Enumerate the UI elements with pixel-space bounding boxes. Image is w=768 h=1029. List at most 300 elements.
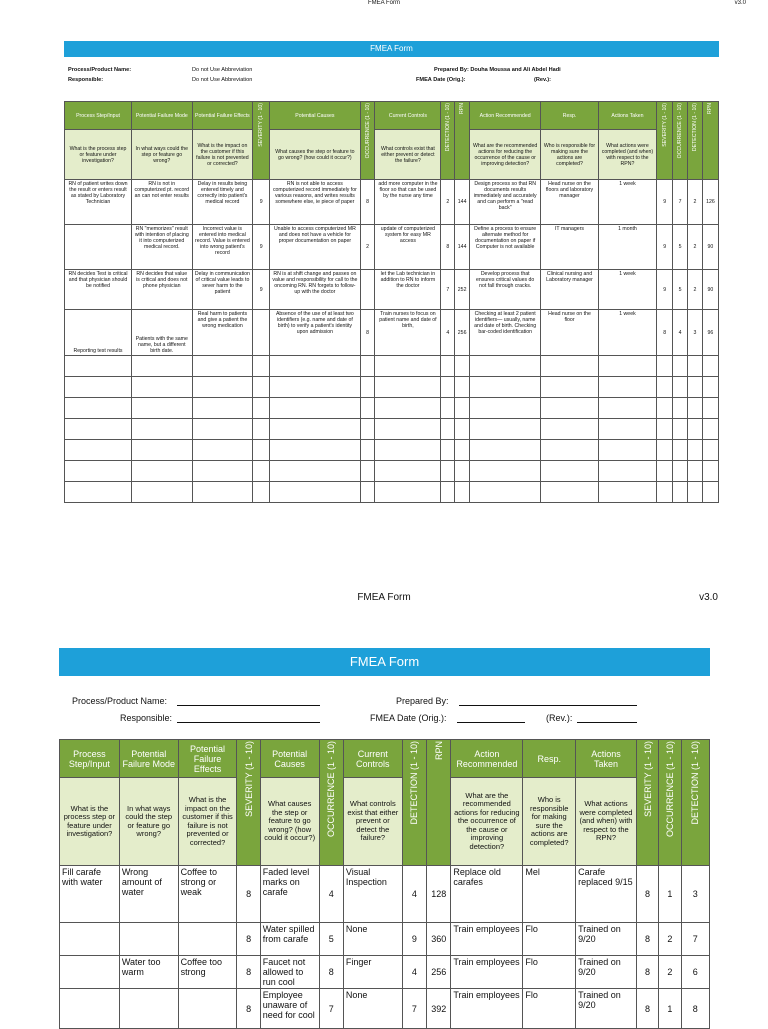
f2-cell[interactable]: 8 bbox=[237, 866, 260, 923]
form2-prepared-field[interactable] bbox=[459, 696, 637, 706]
form1-table bbox=[64, 101, 719, 503]
empty-cell[interactable] bbox=[702, 356, 718, 377]
f1-cell[interactable]: let the Lab technician in addition to RN to inform the doctor bbox=[375, 270, 441, 310]
empty-cell[interactable] bbox=[375, 398, 441, 419]
f2-question-effect: What is the impact on the customer if this failure is not prevented or corrected? bbox=[178, 778, 237, 866]
f1-cell[interactable]: 7 bbox=[673, 180, 688, 225]
empty-cell[interactable] bbox=[673, 398, 688, 419]
empty-cell[interactable] bbox=[270, 377, 360, 398]
empty-cell[interactable] bbox=[657, 356, 673, 377]
f2-cell[interactable]: Carafe replaced 9/15 bbox=[576, 866, 637, 923]
f1-cell[interactable]: IT managers bbox=[541, 225, 598, 270]
empty-cell[interactable] bbox=[702, 377, 718, 398]
page2-version: v3.0 bbox=[699, 592, 718, 603]
f2-header-rpn: RPN bbox=[433, 741, 444, 761]
empty-cell[interactable] bbox=[253, 482, 270, 503]
f2-header-action: Action Recommended bbox=[451, 740, 523, 778]
f2-cell[interactable]: Faucet not allowed to run cool bbox=[260, 956, 319, 989]
f1-cell[interactable]: Train nurses to focus on patient name and date of birth, bbox=[375, 310, 441, 356]
f2-cell[interactable] bbox=[178, 989, 237, 1029]
empty-cell[interactable] bbox=[270, 482, 360, 503]
empty-cell[interactable] bbox=[455, 482, 470, 503]
empty-cell[interactable] bbox=[470, 419, 541, 440]
f2-cell[interactable]: 8 bbox=[237, 923, 260, 956]
f1-cell[interactable]: 2 bbox=[688, 270, 703, 310]
f2-cell[interactable]: Train employees bbox=[451, 956, 523, 989]
form2-responsible-field[interactable] bbox=[177, 713, 320, 723]
empty-cell[interactable] bbox=[541, 398, 598, 419]
form1-prepared-label[interactable]: Prepared By: Douha Moussa and Ali Abdel Hadi bbox=[434, 67, 561, 73]
f1-cell[interactable]: RN of patient writes down the result or enters result as stated by Laboratory Technician bbox=[65, 180, 132, 225]
f2-cell[interactable]: Faded level marks on carafe bbox=[260, 866, 319, 923]
f2-cell[interactable]: 8 bbox=[681, 989, 710, 1029]
empty-cell[interactable] bbox=[688, 377, 703, 398]
empty-cell[interactable] bbox=[270, 419, 360, 440]
f1-cell[interactable]: 8 bbox=[360, 310, 375, 356]
f1-cell[interactable]: add more computer in the floor so that can be used by the nurse any time bbox=[375, 180, 441, 225]
f1-header-severity: SEVERITY (1 - 10) bbox=[258, 103, 265, 147]
f2-cell[interactable]: None bbox=[343, 989, 402, 1029]
empty-cell[interactable] bbox=[192, 482, 253, 503]
table-row bbox=[65, 482, 719, 503]
empty-cell[interactable] bbox=[598, 461, 656, 482]
empty-cell[interactable] bbox=[131, 440, 192, 461]
empty-cell[interactable] bbox=[673, 440, 688, 461]
empty-cell[interactable] bbox=[253, 419, 270, 440]
f1-cell[interactable]: 7 bbox=[441, 270, 455, 310]
empty-cell[interactable] bbox=[270, 440, 360, 461]
empty-cell[interactable] bbox=[598, 398, 656, 419]
f2-cell[interactable]: 2 bbox=[659, 956, 681, 989]
f2-header-detection: DETECTION (1 - 10) bbox=[409, 741, 420, 825]
f1-cell[interactable]: 9 bbox=[657, 225, 673, 270]
f1-header-resp: Resp. bbox=[541, 102, 598, 130]
empty-cell[interactable] bbox=[270, 461, 360, 482]
f1-cell[interactable]: 2 bbox=[688, 225, 703, 270]
f1-cell[interactable]: 252 bbox=[455, 270, 470, 310]
empty-cell[interactable] bbox=[253, 356, 270, 377]
f1-cell[interactable]: 9 bbox=[253, 270, 270, 310]
empty-cell[interactable] bbox=[673, 356, 688, 377]
empty-cell[interactable] bbox=[673, 377, 688, 398]
form2-responsible-label: Responsible: bbox=[120, 713, 173, 723]
table-row bbox=[65, 398, 719, 419]
table-row bbox=[65, 180, 719, 225]
f1-cell[interactable]: RN is at shift change and passes on value and responsibility for call to the oncoming RN. RN forgets to follow-up with the doctor bbox=[270, 270, 360, 310]
f1-cell[interactable]: Delay in results being entered timely and correctly into patient's medical record bbox=[192, 180, 253, 225]
empty-cell[interactable] bbox=[65, 461, 132, 482]
empty-cell[interactable] bbox=[598, 377, 656, 398]
f2-cell[interactable]: 256 bbox=[427, 956, 451, 989]
f2-cell[interactable]: Replace old carafes bbox=[451, 866, 523, 923]
f1-cell[interactable]: 144 bbox=[455, 180, 470, 225]
f2-cell[interactable]: 7 bbox=[681, 923, 710, 956]
f1-cell[interactable]: 1 week bbox=[598, 310, 656, 356]
f1-cell[interactable]: 2 bbox=[441, 180, 455, 225]
empty-cell[interactable] bbox=[657, 440, 673, 461]
empty-cell[interactable] bbox=[673, 482, 688, 503]
empty-cell[interactable] bbox=[441, 377, 455, 398]
f1-cell[interactable]: 8 bbox=[360, 180, 375, 225]
form1-rev-label[interactable]: (Rev.): bbox=[534, 77, 551, 83]
empty-cell[interactable] bbox=[702, 440, 718, 461]
empty-cell[interactable] bbox=[375, 440, 441, 461]
f2-cell[interactable] bbox=[178, 923, 237, 956]
f1-header-occurrence2: OCCURRENCE (1 - 10) bbox=[677, 103, 684, 159]
empty-cell[interactable] bbox=[598, 440, 656, 461]
f1-cell[interactable]: 1 week bbox=[598, 180, 656, 225]
empty-cell[interactable] bbox=[470, 377, 541, 398]
f1-cell[interactable]: RN "memorizes" result with intention of placing it into computerized medical record. bbox=[131, 225, 192, 270]
f2-header-severity2: SEVERITY (1 - 10) bbox=[642, 741, 653, 817]
f1-cell[interactable]: 9 bbox=[253, 180, 270, 225]
f2-cell[interactable]: 5 bbox=[319, 923, 343, 956]
f1-cell[interactable]: 3 bbox=[688, 310, 703, 356]
empty-cell[interactable] bbox=[688, 440, 703, 461]
f1-cell[interactable]: Reporting test results bbox=[65, 310, 132, 356]
f2-header-failure-effects: Potential Failure Effects bbox=[178, 740, 237, 778]
f2-cell[interactable]: Flo bbox=[523, 989, 576, 1029]
empty-cell[interactable] bbox=[192, 356, 253, 377]
empty-cell[interactable] bbox=[192, 461, 253, 482]
f2-cell[interactable]: Mel bbox=[523, 866, 576, 923]
empty-cell[interactable] bbox=[702, 461, 718, 482]
empty-cell[interactable] bbox=[360, 419, 375, 440]
f1-header-controls: Current Controls bbox=[375, 102, 441, 130]
f1-cell[interactable]: Absence of the use of at least two identifiers (e.g. name and date of birth) to verify a patient's identity upon admission bbox=[270, 310, 360, 356]
empty-cell[interactable] bbox=[360, 482, 375, 503]
page1-version: v3.0 bbox=[734, 0, 746, 6]
empty-cell[interactable] bbox=[455, 377, 470, 398]
empty-cell[interactable] bbox=[541, 461, 598, 482]
f2-cell[interactable] bbox=[60, 923, 120, 956]
f1-cell[interactable]: Clinical nursing and Laboratory manager bbox=[541, 270, 598, 310]
empty-cell[interactable] bbox=[541, 440, 598, 461]
f1-header-action: Action Recommended bbox=[470, 102, 541, 130]
f1-header-detection: DETECTION (1 - 10) bbox=[444, 103, 451, 152]
f2-cell[interactable]: 7 bbox=[402, 989, 426, 1029]
f1-cell[interactable]: 90 bbox=[702, 225, 718, 270]
f1-cell[interactable]: 1 week bbox=[598, 270, 656, 310]
f2-cell[interactable]: Train employees bbox=[451, 989, 523, 1029]
empty-cell[interactable] bbox=[455, 419, 470, 440]
f1-cell[interactable]: 8 bbox=[657, 310, 673, 356]
page1-header bbox=[0, 0, 768, 14]
empty-cell[interactable] bbox=[688, 356, 703, 377]
f2-cell[interactable]: 1 bbox=[659, 866, 681, 923]
form2-process-field[interactable] bbox=[177, 696, 320, 706]
f2-header-detection2: DETECTION (1 - 10) bbox=[690, 741, 701, 825]
f1-cell[interactable]: Real harm to patients and give a patient the wrong medication bbox=[192, 310, 253, 356]
page2-title: FMEA Form bbox=[357, 592, 411, 603]
f2-header-resp: Resp. bbox=[523, 740, 576, 778]
f1-question-mode: In what ways could the step or feature go wrong? bbox=[131, 130, 192, 180]
f2-cell[interactable] bbox=[60, 989, 120, 1029]
f1-cell[interactable]: Develop process that ensures critical values do not fall through cracks. bbox=[470, 270, 541, 310]
empty-cell[interactable] bbox=[270, 356, 360, 377]
f1-cell[interactable]: Unable to access computerized MR and does not have a vehicle for proper documentation on paper bbox=[270, 225, 360, 270]
f1-question-control: What controls exist that either prevent or detect the failure? bbox=[375, 130, 441, 180]
f1-header-failure-mode: Potential Failure Mode bbox=[131, 102, 192, 130]
f1-cell[interactable]: 9 bbox=[657, 270, 673, 310]
f2-cell[interactable]: 8 bbox=[636, 866, 658, 923]
empty-cell[interactable] bbox=[657, 398, 673, 419]
f1-cell[interactable]: update of computerized system for easy MR access bbox=[375, 225, 441, 270]
form2-process-label: Process/Product Name: bbox=[72, 696, 168, 706]
f1-cell[interactable]: RN is not in computerized pt. record an can not enter results bbox=[131, 180, 192, 225]
f2-cell[interactable]: 4 bbox=[319, 866, 343, 923]
f2-cell[interactable]: Wrong amount of water bbox=[119, 866, 178, 923]
empty-cell[interactable] bbox=[360, 461, 375, 482]
form1-responsible-value[interactable]: Do not Use Abbreviation bbox=[192, 77, 253, 83]
f2-cell[interactable]: Trained on 9/20 bbox=[576, 989, 637, 1029]
f1-cell[interactable]: 126 bbox=[702, 180, 718, 225]
f2-cell[interactable] bbox=[119, 989, 178, 1029]
table-row bbox=[65, 225, 719, 270]
f1-cell[interactable]: Head nurse on the floors and laboratory manager bbox=[541, 180, 598, 225]
form2-title-band: FMEA Form bbox=[59, 648, 710, 676]
empty-cell[interactable] bbox=[65, 440, 132, 461]
empty-cell[interactable] bbox=[673, 419, 688, 440]
empty-cell[interactable] bbox=[455, 398, 470, 419]
f2-cell[interactable]: 8 bbox=[636, 956, 658, 989]
empty-cell[interactable] bbox=[65, 419, 132, 440]
f1-cell[interactable]: Define a process to ensure alternate method for documentation on paper if Computer is not available bbox=[470, 225, 541, 270]
empty-cell[interactable] bbox=[688, 482, 703, 503]
empty-cell[interactable] bbox=[253, 398, 270, 419]
empty-cell[interactable] bbox=[541, 377, 598, 398]
form2-rev-field[interactable] bbox=[577, 713, 637, 723]
f1-cell[interactable]: 8 bbox=[441, 225, 455, 270]
f2-cell[interactable]: 360 bbox=[427, 923, 451, 956]
empty-cell[interactable] bbox=[541, 356, 598, 377]
empty-cell[interactable] bbox=[360, 398, 375, 419]
form2-date-label: FMEA Date (Orig.): bbox=[370, 713, 447, 723]
empty-cell[interactable] bbox=[253, 440, 270, 461]
f1-cell[interactable]: 90 bbox=[702, 270, 718, 310]
f2-cell[interactable] bbox=[60, 956, 120, 989]
table-row bbox=[60, 989, 710, 1029]
empty-cell[interactable] bbox=[65, 356, 132, 377]
empty-cell[interactable] bbox=[441, 419, 455, 440]
f1-cell[interactable]: Checking at least 2 patient identifiers— usually, name and date of birth. Checking bar-coded identification bbox=[470, 310, 541, 356]
empty-cell[interactable] bbox=[702, 482, 718, 503]
empty-cell[interactable] bbox=[360, 356, 375, 377]
empty-cell[interactable] bbox=[192, 440, 253, 461]
f2-question-control: What controls exist that either prevent or detect the failure? bbox=[343, 778, 402, 866]
empty-cell[interactable] bbox=[455, 461, 470, 482]
f2-header-occurrence: OCCURRENCE (1 - 10) bbox=[326, 741, 337, 838]
f2-header-severity: SEVERITY (1 - 10) bbox=[243, 741, 254, 817]
empty-cell[interactable] bbox=[131, 356, 192, 377]
empty-cell[interactable] bbox=[688, 419, 703, 440]
f2-cell[interactable]: Coffee to strong or weak bbox=[178, 866, 237, 923]
f2-cell[interactable]: 6 bbox=[681, 956, 710, 989]
empty-cell[interactable] bbox=[253, 461, 270, 482]
f1-cell[interactable]: 2 bbox=[360, 225, 375, 270]
f2-cell[interactable]: 4 bbox=[402, 956, 426, 989]
empty-cell[interactable] bbox=[253, 377, 270, 398]
form1-meta bbox=[64, 67, 719, 87]
f2-cell[interactable]: Flo bbox=[523, 956, 576, 989]
f1-cell[interactable]: 144 bbox=[455, 225, 470, 270]
f1-cell[interactable]: RN is not able to access computerized record immediately for various reasons, and writes results somewhere else, ie piece of paper bbox=[270, 180, 360, 225]
empty-cell[interactable] bbox=[470, 398, 541, 419]
empty-cell[interactable] bbox=[375, 482, 441, 503]
f1-cell[interactable]: Head nurse on the floor bbox=[541, 310, 598, 356]
f2-question-step: What is the process step or feature under investigation? bbox=[60, 778, 120, 866]
f1-cell[interactable]: 256 bbox=[455, 310, 470, 356]
f2-question-resp: Who is responsible for making sure the actions are completed? bbox=[523, 778, 576, 866]
f1-cell[interactable]: 96 bbox=[702, 310, 718, 356]
f2-cell[interactable]: Water spilled from carafe bbox=[260, 923, 319, 956]
f2-cell[interactable]: 8 bbox=[237, 989, 260, 1029]
f2-cell[interactable]: Finger bbox=[343, 956, 402, 989]
f2-cell[interactable]: Trained on 9/20 bbox=[576, 923, 637, 956]
f2-cell[interactable]: 128 bbox=[427, 866, 451, 923]
empty-cell[interactable] bbox=[375, 377, 441, 398]
f2-header-failure-mode: Potential Failure Mode bbox=[119, 740, 178, 778]
form2-prepared-label: Prepared By: bbox=[396, 696, 449, 706]
form1-process-value[interactable]: Do not Use Abbreviation bbox=[192, 67, 253, 73]
empty-cell[interactable] bbox=[131, 461, 192, 482]
empty-cell[interactable] bbox=[702, 398, 718, 419]
f1-header-rpn: RPN bbox=[459, 103, 466, 114]
form2-meta bbox=[59, 696, 710, 726]
empty-cell[interactable] bbox=[270, 398, 360, 419]
empty-cell[interactable] bbox=[131, 398, 192, 419]
f1-cell[interactable]: RN decides that value is critical and does not phone physician bbox=[131, 270, 192, 310]
empty-cell[interactable] bbox=[470, 356, 541, 377]
empty-cell[interactable] bbox=[541, 482, 598, 503]
empty-cell[interactable] bbox=[131, 377, 192, 398]
f2-cell[interactable]: Flo bbox=[523, 923, 576, 956]
empty-cell[interactable] bbox=[455, 356, 470, 377]
empty-cell[interactable] bbox=[65, 377, 132, 398]
empty-cell[interactable] bbox=[441, 482, 455, 503]
empty-cell[interactable] bbox=[598, 482, 656, 503]
empty-cell[interactable] bbox=[375, 356, 441, 377]
empty-cell[interactable] bbox=[375, 419, 441, 440]
empty-cell[interactable] bbox=[65, 398, 132, 419]
f1-cell[interactable]: 1 month bbox=[598, 225, 656, 270]
empty-cell[interactable] bbox=[192, 419, 253, 440]
empty-cell[interactable] bbox=[441, 440, 455, 461]
f1-cell[interactable]: 5 bbox=[673, 270, 688, 310]
empty-cell[interactable] bbox=[375, 461, 441, 482]
f1-cell[interactable]: Design process so that RN documents results immediately and accurately and can perform a "read back" bbox=[470, 180, 541, 225]
f1-question-cause: What causes the step or feature to go wrong? (how could it occur?) bbox=[270, 130, 360, 180]
f2-cell[interactable] bbox=[119, 923, 178, 956]
f1-cell[interactable] bbox=[253, 310, 270, 356]
table-row bbox=[65, 270, 719, 310]
form1-date-label[interactable]: FMEA Date (Orig.): bbox=[416, 77, 466, 83]
f2-cell[interactable]: Coffee too strong bbox=[178, 956, 237, 989]
empty-cell[interactable] bbox=[360, 377, 375, 398]
empty-cell[interactable] bbox=[657, 461, 673, 482]
f2-cell[interactable]: 8 bbox=[319, 956, 343, 989]
empty-cell[interactable] bbox=[470, 440, 541, 461]
f2-cell[interactable]: 1 bbox=[659, 989, 681, 1029]
f2-cell[interactable]: Train employees bbox=[451, 923, 523, 956]
f2-cell[interactable]: None bbox=[343, 923, 402, 956]
f2-cell[interactable]: Visual Inspection bbox=[343, 866, 402, 923]
f1-cell[interactable]: 5 bbox=[673, 225, 688, 270]
table-row bbox=[65, 440, 719, 461]
f2-cell[interactable]: 8 bbox=[237, 956, 260, 989]
empty-cell[interactable] bbox=[598, 419, 656, 440]
f2-cell[interactable]: Employee unaware of need for cool bbox=[260, 989, 319, 1029]
empty-cell[interactable] bbox=[441, 356, 455, 377]
fmea-form-2 bbox=[59, 648, 710, 1028]
f1-cell[interactable]: 2 bbox=[688, 180, 703, 225]
table-row bbox=[60, 956, 710, 989]
f1-cell[interactable]: 9 bbox=[657, 180, 673, 225]
f1-header-causes: Potential Causes bbox=[270, 102, 360, 130]
empty-cell[interactable] bbox=[470, 461, 541, 482]
f1-header-occurrence: OCCURRENCE (1 - 10) bbox=[364, 103, 371, 159]
empty-cell[interactable] bbox=[598, 356, 656, 377]
f1-cell[interactable] bbox=[65, 225, 132, 270]
empty-cell[interactable] bbox=[657, 482, 673, 503]
f2-question-taken: What actions were completed (and when) with respect to the RPN? bbox=[576, 778, 637, 866]
empty-cell[interactable] bbox=[441, 398, 455, 419]
f2-cell[interactable]: Water too warm bbox=[119, 956, 178, 989]
empty-cell[interactable] bbox=[673, 461, 688, 482]
empty-cell[interactable] bbox=[192, 377, 253, 398]
f2-cell[interactable]: 392 bbox=[427, 989, 451, 1029]
empty-cell[interactable] bbox=[688, 398, 703, 419]
f2-cell[interactable]: Trained on 9/20 bbox=[576, 956, 637, 989]
f1-cell[interactable]: Delay in communication of critical value leads to sever harm to the patient bbox=[192, 270, 253, 310]
f2-cell[interactable]: 9 bbox=[402, 923, 426, 956]
f1-cell[interactable] bbox=[360, 270, 375, 310]
empty-cell[interactable] bbox=[702, 419, 718, 440]
f1-cell[interactable]: 9 bbox=[253, 225, 270, 270]
form2-table bbox=[59, 739, 710, 1029]
empty-cell[interactable] bbox=[192, 398, 253, 419]
f1-question-effect: What is the impact on the customer if this failure is not prevented or corrected? bbox=[192, 130, 253, 180]
f2-cell[interactable]: 4 bbox=[402, 866, 426, 923]
empty-cell[interactable] bbox=[470, 482, 541, 503]
f1-cell[interactable]: RN decides Test is critical and that physician should be notified bbox=[65, 270, 132, 310]
f2-header-actions-taken: Actions Taken bbox=[576, 740, 637, 778]
empty-cell[interactable] bbox=[657, 419, 673, 440]
f2-cell[interactable]: 2 bbox=[659, 923, 681, 956]
f2-cell[interactable]: 8 bbox=[636, 989, 658, 1029]
f1-cell[interactable]: Incorrect value is entered into medical record. Value is entered into wrong patient's record bbox=[192, 225, 253, 270]
empty-cell[interactable] bbox=[688, 461, 703, 482]
form2-date-field[interactable] bbox=[457, 713, 525, 723]
empty-cell[interactable] bbox=[131, 482, 192, 503]
empty-cell[interactable] bbox=[541, 419, 598, 440]
f1-cell[interactable]: 4 bbox=[673, 310, 688, 356]
empty-cell[interactable] bbox=[441, 461, 455, 482]
f2-cell[interactable]: Fill carafe with water bbox=[60, 866, 120, 923]
f2-cell[interactable]: 3 bbox=[681, 866, 710, 923]
f2-cell[interactable]: 8 bbox=[636, 923, 658, 956]
empty-cell[interactable] bbox=[131, 419, 192, 440]
empty-cell[interactable] bbox=[657, 377, 673, 398]
f1-question-taken: What actions were completed (and when) with respect to the RPN? bbox=[598, 130, 656, 180]
f1-cell[interactable]: 4 bbox=[441, 310, 455, 356]
f1-cell[interactable]: Patients with the same name, but a different birth date. bbox=[131, 310, 192, 356]
f2-cell[interactable]: 7 bbox=[319, 989, 343, 1029]
empty-cell[interactable] bbox=[65, 482, 132, 503]
empty-cell[interactable] bbox=[455, 440, 470, 461]
empty-cell[interactable] bbox=[360, 440, 375, 461]
f2-question-action: What are the recommended actions for reducing the occurrence of the cause or improving detection? bbox=[451, 778, 523, 866]
